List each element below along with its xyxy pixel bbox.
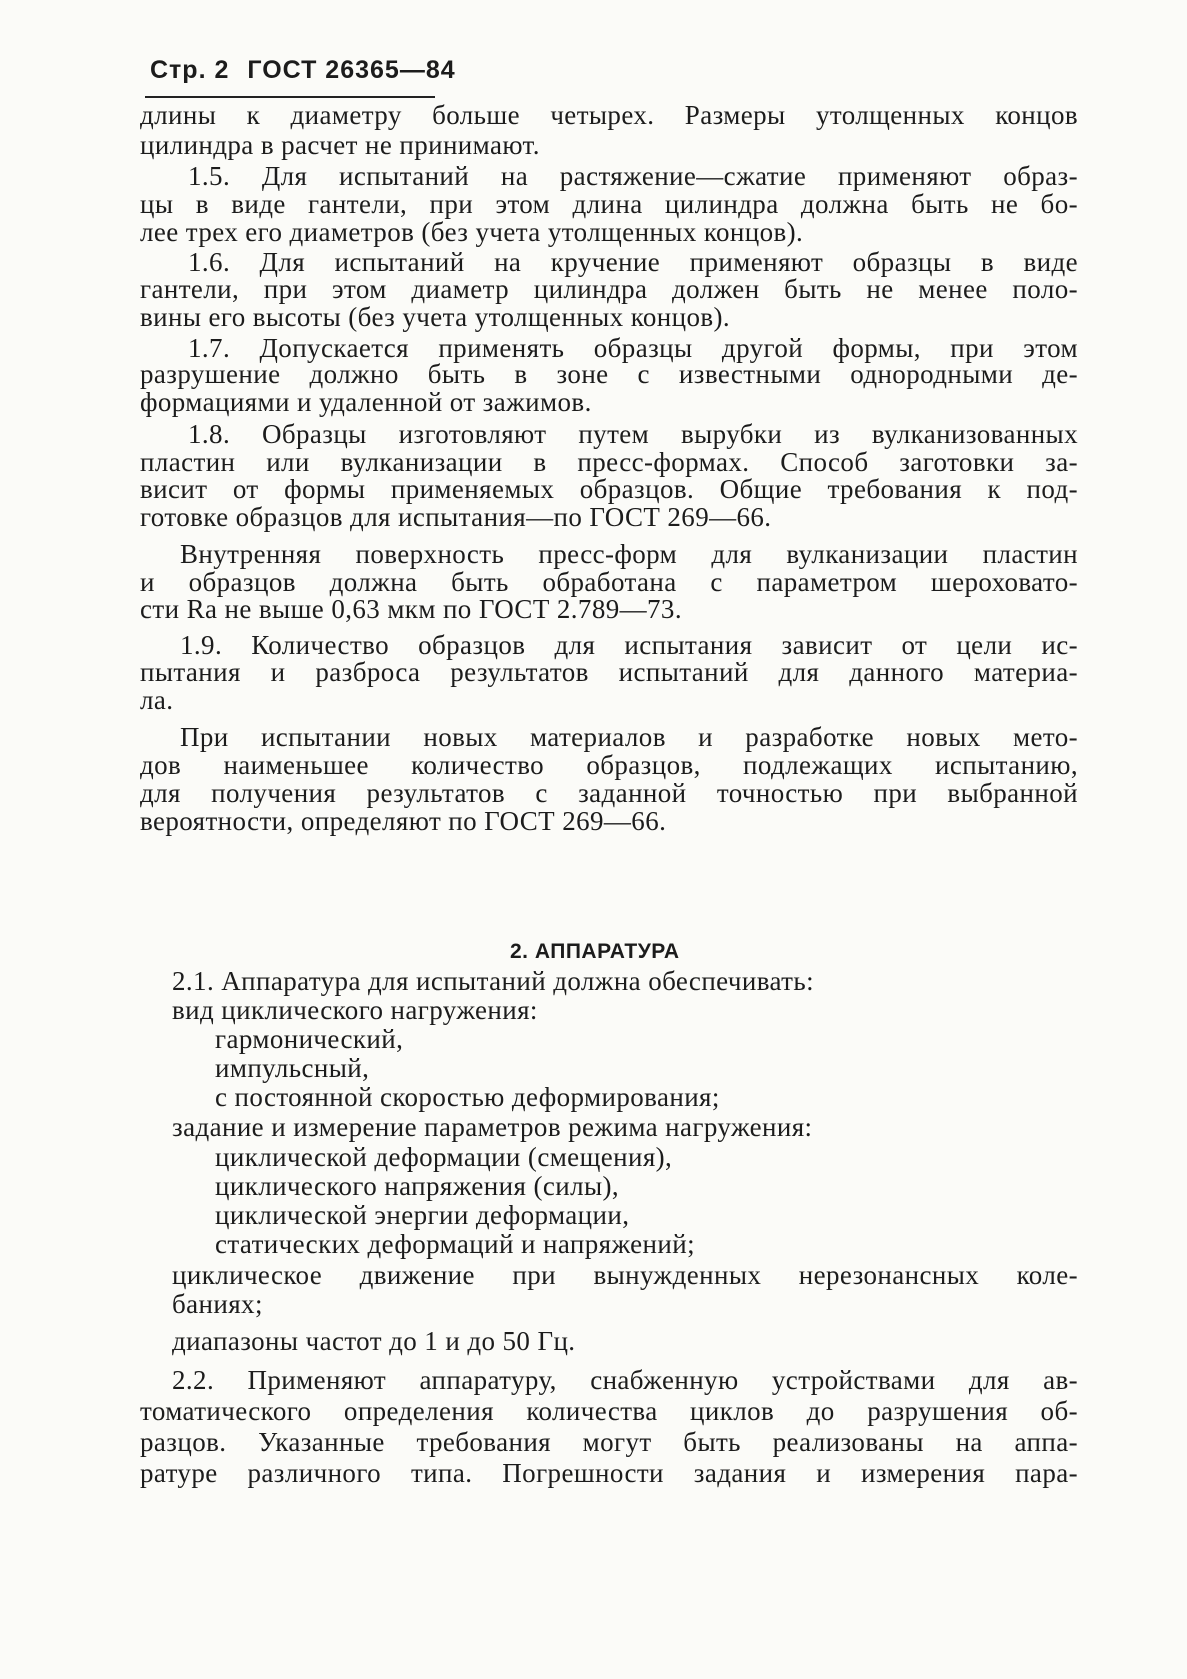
text-line: сти Ra не выше 0,63 мкм по ГОСТ 2.789—73.	[140, 594, 682, 624]
page-number: Стр. 2	[150, 56, 230, 84]
text-line: и образцов должна быть обработана с параметром шероховато-	[140, 567, 1078, 597]
text-line: висит от формы применяемых образцов. Общие требования к под-	[140, 474, 1078, 504]
text-line: пытания и разброса результатов испытаний для данного материа-	[140, 657, 1078, 687]
text-line: ратуре различного типа. Погрешности задания и измерения пара-	[140, 1458, 1078, 1488]
text-line: Внутренняя поверхность пресс-форм для вулканизации пластин	[180, 539, 1078, 569]
page-header	[150, 56, 456, 85]
text-line: разцов. Указанные требования могут быть реализованы на аппа-	[140, 1427, 1078, 1457]
text-line: баниях;	[172, 1289, 263, 1319]
text-line: 1.8. Образцы изготовляют путем вырубки из вулканизованных	[188, 419, 1078, 449]
text-line: 2.1. Аппаратура для испытаний должна обеспечивать:	[172, 966, 815, 996]
text-line: 1.9. Количество образцов для испытания зависит от цели ис-	[180, 630, 1078, 660]
text-line: формациями и удаленной от зажимов.	[140, 387, 592, 417]
text-line: готовке образцов для испытания—по ГОСТ 269—66.	[140, 502, 772, 532]
text-line: циклической энергии деформации,	[215, 1200, 630, 1230]
text-line: цилиндра в расчет не принимают.	[140, 130, 540, 160]
text-line: статических деформаций и напряжений;	[215, 1229, 695, 1259]
text-line: дов наименьшее количество образцов, подлежащих испытанию,	[140, 750, 1078, 780]
text-line: гантели, при этом диаметр цилиндра должен быть не менее поло-	[140, 274, 1078, 304]
text-line: 2.2. Применяют аппаратуру, снабженную устройствами для ав-	[172, 1365, 1078, 1395]
text-line: гармонический,	[215, 1024, 404, 1054]
text-line: циклического напряжения (силы),	[215, 1171, 620, 1201]
text-line: пластин или вулканизации в пресс-формах. Способ заготовки за-	[140, 447, 1078, 477]
text-line: циклическое движение при вынужденных нерезонансных коле-	[172, 1260, 1078, 1290]
text-line: лее трех его диаметров (без учета утолщенных концов).	[140, 217, 804, 247]
text-line: 1.6. Для испытаний на кручение применяют образцы в виде	[188, 247, 1078, 277]
gost-number: ГОСТ 26365—84	[247, 56, 456, 84]
text-line: циклической деформации (смещения),	[215, 1142, 673, 1172]
text-line: с постоянной скоростью деформирования;	[215, 1082, 720, 1112]
text-line: длины к диаметру больше четырех. Размеры утолщенных концов	[140, 100, 1078, 130]
header-rule	[145, 96, 435, 98]
text-line: 1.5. Для испытаний на растяжение—сжатие применяют образ-	[188, 161, 1078, 191]
text-line: томатического определения количества циклов до разрушения об-	[140, 1396, 1078, 1426]
text-line: для получения результатов с заданной точностью при выбранной	[140, 778, 1078, 808]
text-line: разрушение должно быть в зоне с известными однородными де-	[140, 359, 1078, 389]
text-line: импульсный,	[215, 1053, 370, 1083]
text-line: При испытании новых материалов и разработке новых мето-	[180, 722, 1078, 752]
text-line: цы в виде гантели, при этом длина цилиндра должна быть не бо-	[140, 189, 1078, 219]
text-line: вероятности, определяют по ГОСТ 269—66.	[140, 806, 667, 836]
text-line: диапазоны частот до 1 и до 50 Гц.	[172, 1326, 576, 1356]
text-line: 1.7. Допускается применять образцы другой формы, при этом	[188, 333, 1078, 363]
text-line: вид циклического нагружения:	[172, 995, 538, 1025]
text-line: задание и измерение параметров режима нагружения:	[172, 1112, 813, 1142]
text-line: вины его высоты (без учета утолщенных концов).	[140, 302, 731, 332]
section-heading: 2. АППАРАТУРА	[510, 940, 680, 963]
text-line: ла.	[140, 685, 174, 715]
